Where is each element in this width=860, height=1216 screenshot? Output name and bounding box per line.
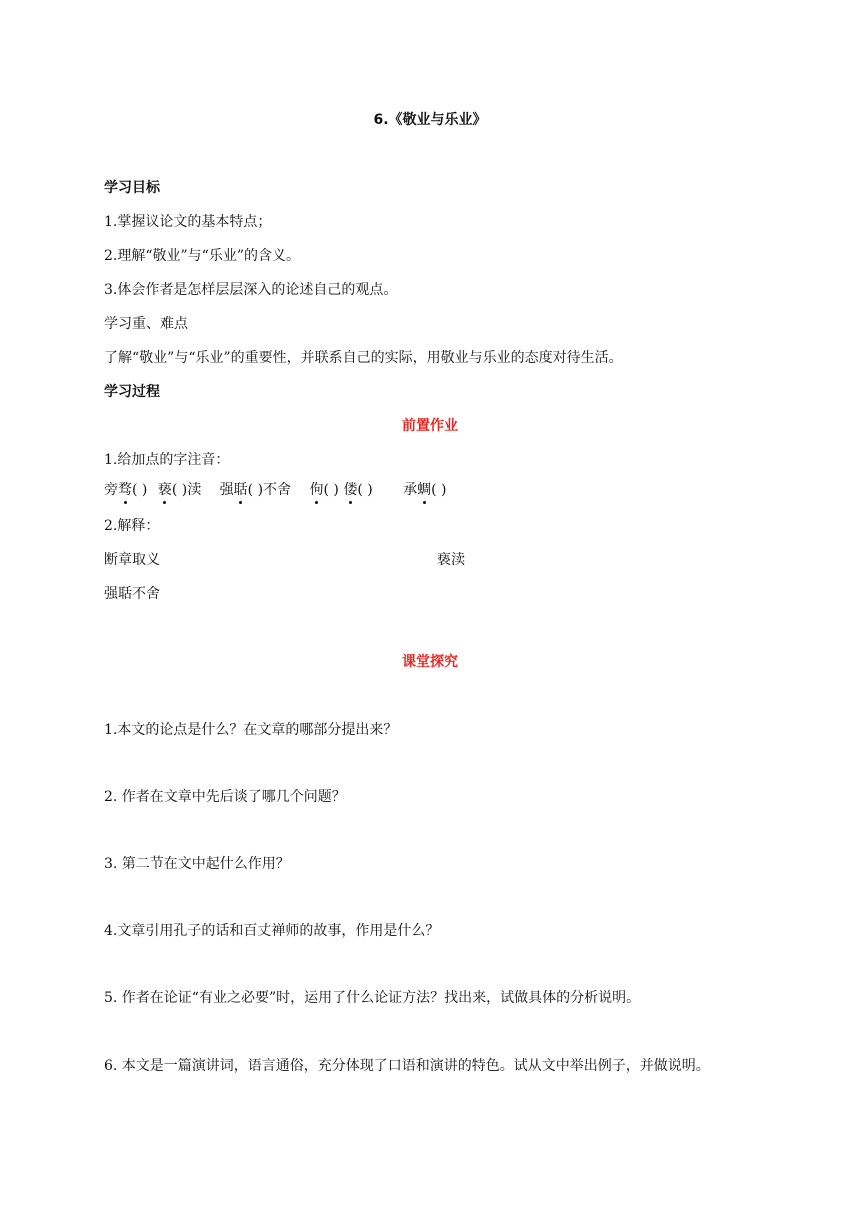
answer-blank: ( )	[323, 482, 339, 498]
word-char: 强	[219, 482, 234, 498]
word-char: 旁	[104, 482, 118, 498]
dotted-char: 骛	[118, 482, 132, 498]
preview-title: 前置作业	[402, 418, 458, 434]
explain-term: 强聒不舍	[104, 586, 160, 602]
explore-title: 课堂探究	[402, 654, 458, 670]
keypoints-text: 了解“敬业”与“乐业”的重要性，并联系自己的实际，用敬业与乐业的态度对待生活。	[104, 350, 623, 366]
word-char: 不舍	[263, 482, 292, 498]
explore-question: 6. 本文是一篇演讲词，语言通俗，充分体现了口语和演讲的特色。试从文中举出例子，并做说明。	[104, 1058, 710, 1074]
explain-term: 断章取义	[104, 552, 160, 568]
pinyin-question: 1.给加点的字注音：	[104, 452, 230, 468]
pinyin-item	[104, 480, 147, 500]
answer-blank: ( )	[357, 482, 373, 498]
goal-item: 1.掌握议论文的基本特点；	[104, 214, 272, 230]
goal-item: 3.体会作者是怎样层层深入的论述自己的观点。	[104, 282, 398, 298]
pinyin-item	[403, 480, 446, 500]
keypoints-heading: 学习重、难点	[104, 316, 188, 332]
explore-question: 1.本文的论点是什么？在文章的哪部分提出来？	[104, 722, 398, 738]
goals-heading: 学习目标	[104, 180, 160, 196]
pinyin-row	[104, 480, 447, 500]
dotted-char: 蜩	[417, 482, 432, 498]
goal-item: 2.理解“敬业”与“乐业”的含义。	[104, 248, 300, 264]
dotted-char: 佝	[309, 482, 324, 498]
word-char: 承	[403, 482, 418, 498]
dotted-char: 聒	[233, 482, 248, 498]
page-title: 6.《敬业与乐业》	[373, 112, 487, 128]
explain-term: 亵渎	[437, 552, 465, 568]
dotted-char: 偻	[343, 482, 358, 498]
pinyin-item	[343, 480, 372, 500]
pinyin-item	[158, 480, 201, 500]
explore-question: 4.文章引用孔子的话和百丈禅师的故事，作用是什么？	[104, 923, 440, 939]
pinyin-item	[220, 480, 291, 500]
explore-question: 5. 作者在论证“有业之必要”时，运用了什么论证方法？找出来，试做具体的分析说明。	[104, 990, 641, 1006]
pinyin-item	[309, 480, 338, 500]
answer-blank: ( )	[171, 482, 188, 498]
word-char: 渎	[187, 482, 202, 498]
explore-question: 2. 作者在文章中先后谈了哪几个问题？	[104, 789, 346, 805]
answer-blank: ( )	[247, 482, 264, 498]
answer-blank: ( )	[132, 482, 148, 498]
explain-question: 2.解释：	[104, 518, 160, 534]
process-heading: 学习过程	[104, 384, 160, 400]
explore-question: 3. 第二节在文中起什么作用？	[104, 856, 290, 872]
answer-blank: ( )	[431, 482, 447, 498]
dotted-char: 亵	[157, 482, 172, 498]
